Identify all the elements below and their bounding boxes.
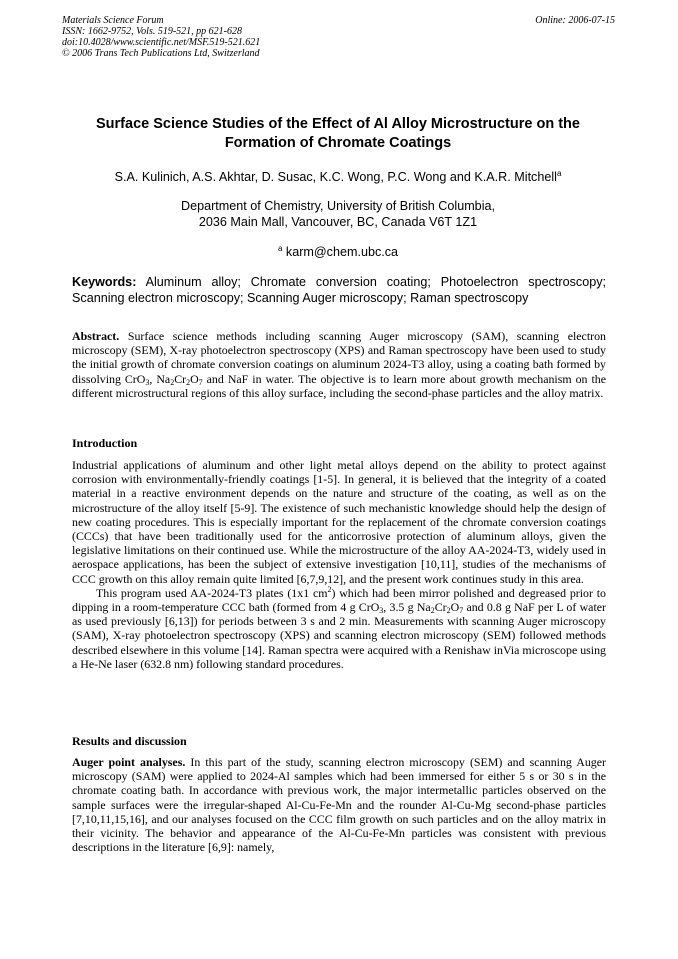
subscript: 7 [198,377,203,387]
subscript: 3 [379,606,384,616]
abstract-text: O [190,371,199,386]
author-mark: a [556,169,562,178]
email-mark: a [277,244,283,253]
abstract-text: and NaF in water. The objective is to learn more about growth mechanism on the different microstructural regions of this alloy surface, including the second-phase particles and the alloy matrix. [72,371,606,400]
results-text: In this part of the study, scanning electron microscopy (SEM) and scanning Auger microscopy (SAM) were applied to 2024-Al samples which had been immersed for either 5 s or 30 s in the chromate coating bath. In accordance with previous work, the major intermetallic particles observed on the sample surfaces were the irregular-shaped Al-Cu-Fe-Mn and the rounder Al-Cu-Mg second-phase particles [7,10,11,15,16], and our analyses focused on the CCC film growth on such particles and on the alloy matrix in their vicinity. The behavior and appearance of the Al-Cu-Fe-Mn particles was consistent with previous descriptions in the literature [6,9]: namely, [72,755,606,855]
keywords-label: Keywords: [72,275,137,289]
author-names: S.A. Kulinich, A.S. Akhtar, D. Susac, K.C. Wong, P.C. Wong and K.A.R. Mitchell [114,170,557,184]
title-line-1: Surface Science Studies of the Effect of Al Alloy Microstructure on the [96,116,580,132]
abstract [72,329,606,400]
section-heading-results: Results and discussion [72,734,187,748]
doi-line: doi:10.4028/www.scientific.net/MSF.519-521.621 [62,37,261,48]
subscript: 2 [170,377,175,387]
issn-line: ISSN: 1662-9752, Vols. 519-521, pp 621-628 [62,26,242,37]
paragraph-text: This program used AA-2024-T3 plates (1x1 cm [96,585,328,600]
affiliation-line-1: Department of Chemistry, University of British Columbia, [180,199,495,213]
results-subheading: Auger point analyses. [72,755,186,769]
page-header [62,15,615,59]
subscript: 7 [459,606,464,616]
keywords-text: Aluminum alloy; Chromate conversion coating; Photoelectron spectroscopy; Scanning electron microscopy; Scanning Auger microscopy; Raman spectroscopy [72,275,606,305]
abstract-label: Abstract. [72,329,120,343]
paper-title [60,115,616,153]
abstract-text: Cr [174,371,187,386]
copyright-line: © 2006 Trans Tech Publications Ltd, Switzerland [62,48,260,59]
paragraph-text: O [450,600,460,615]
results-body [72,755,606,854]
subscript: 3 [145,377,150,387]
title-line-2: Formation of Chromate Coatings [224,135,452,151]
affiliation-line-2: 2036 Main Mall, Vancouver, BC, Canada V6T 1Z1 [198,215,478,229]
section-heading-introduction: Introduction [72,436,138,450]
paragraph-text: , 3.5 g Na [383,600,431,615]
introduction-body [72,458,606,671]
affiliation [60,198,616,230]
intro-paragraph-2 [72,586,606,671]
journal-name: Materials Science Forum [62,15,164,26]
email-address: karm@chem.ubc.ca [285,245,399,259]
subscript: 2 [430,606,435,616]
subscript: 2 [446,606,451,616]
keywords [72,274,606,306]
paragraph-text: ) which had been mirror polished and degreased prior to dipping in a room-temperature CCC bath (formed from 4 g CrO [72,585,606,615]
paragraph-text: and 0.8 g NaF per L of water as used previously [6,13]) for periods between 3 s and 2 min. Measurements with scanning Auger microscopy (SAM), X-ray photoelectron spectroscopy (XPS) and scanning electron microscopy (SEM) followed methods described elsewhere in this volume [14]. Raman spectra were acquired with a Renishaw inVia microscope using a He-Ne laser (632.8 nm) following standard procedures. [72,600,606,671]
subscript: 2 [186,377,191,387]
online-date: Online: 2006-07-15 [535,15,615,26]
contact-email [60,244,616,260]
abstract-text: , Na [149,371,171,386]
paragraph-text: Cr [434,600,447,615]
superscript: 2 [327,584,332,594]
abstract-text: Surface science methods including scanning Auger microscopy (SAM), scanning electron microscopy (SEM), X-ray photoelectron spectroscopy (XPS) and Raman spectroscopy have been used to study the initial growth of chromate conversion coatings on aluminum 2024-T3 alloy, using a coating bath formed by dissolving CrO [72,329,606,386]
author-list [60,169,616,185]
intro-paragraph-1: Industrial applications of aluminum and other light metal alloys depend on the ability to protect against corrosion with environmentally-friendly coatings [1-5]. In general, it is believed that the integrity of a coated material in a reactive environment depends on the nature and structure of the coating, as well as on the microstructure of the alloy itself [5-9]. The existence of such mechanistic knowledge should help the design of new coating procedures. This is especially important for the replacement of the chromate conversion coatings (CCCs) that have been traditionally used for the anticorrosive protection of aluminum alloys, given the legislative limitations on their continued use. While the microstructure of the alloy AA-2024-T3, widely used in aerospace applications, has been the subject of extensive investigation [10,11], studies of the mechanisms of CCC growth on this alloy remain quite limited [6,7,9,12], and the present work continues study in this area. [72,458,606,586]
